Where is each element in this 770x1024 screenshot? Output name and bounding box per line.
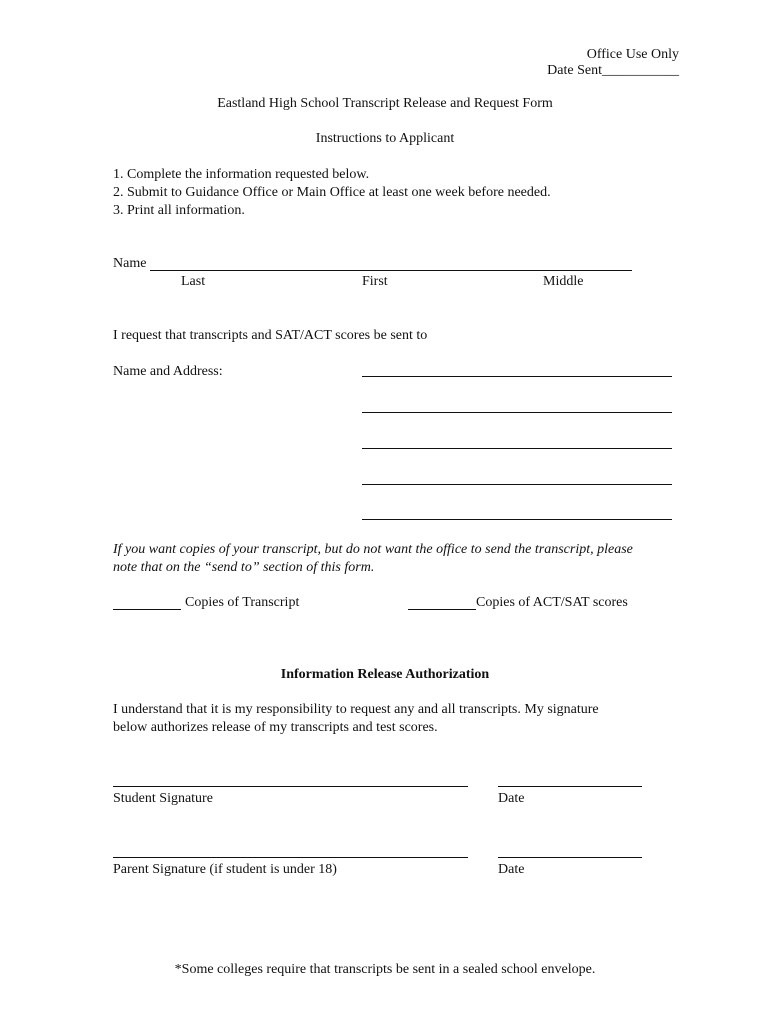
student-date-label: Date — [498, 791, 525, 806]
address-line-5[interactable] — [362, 519, 672, 520]
authorization-heading: Information Release Authorization — [280, 667, 490, 682]
authorization-line-1: I understand that it is my responsibility to request any and all transcripts. My signature — [113, 702, 599, 717]
copies-transcript-label: Copies of Transcript — [185, 595, 300, 610]
date-sent-label: Date Sent___________ — [547, 63, 679, 78]
address-line-3[interactable] — [362, 448, 672, 449]
parent-date-field[interactable] — [498, 857, 642, 858]
parent-date-label: Date — [498, 862, 525, 877]
copies-note-full — [0, 0, 1, 1]
copies-note-line-2: note that on the “send to” section of this form. — [113, 560, 375, 575]
name-field[interactable] — [150, 270, 632, 271]
address-line-2[interactable] — [362, 412, 672, 413]
instructions-heading: Instructions to Applicant — [315, 131, 455, 146]
copies-note-line-1: If you want copies of your transcript, but do not want the office to send the transcript, please — [113, 542, 633, 557]
footnote: *Some colleges require that transcripts be sent in a sealed school envelope. — [174, 962, 596, 977]
office-use-label: Office Use Only — [586, 47, 679, 62]
instructions-list — [113, 166, 551, 220]
request-text: I request that transcripts and SAT/ACT scores be sent to — [113, 328, 428, 343]
instruction-item: 2. Submit to Guidance Office or Main Office at least one week before needed. — [113, 185, 551, 200]
name-label: Name — [113, 256, 147, 271]
copies-act-sat-label: Copies of ACT/SAT scores — [476, 595, 628, 610]
student-signature-field[interactable] — [113, 786, 468, 787]
instruction-item: 3. Print all information. — [113, 203, 245, 218]
parent-signature-label: Parent Signature (if student is under 18) — [113, 862, 337, 877]
student-date-field[interactable] — [498, 786, 642, 787]
authorization-line-2: below authorizes release of my transcripts and test scores. — [113, 720, 438, 735]
address-line-1[interactable] — [362, 376, 672, 377]
copies-act-sat-field[interactable] — [408, 609, 476, 610]
parent-signature-field[interactable] — [113, 857, 468, 858]
copies-transcript-field[interactable] — [113, 609, 181, 610]
name-middle-caption: Middle — [543, 274, 584, 289]
address-label: Name and Address: — [113, 364, 223, 379]
name-first-caption: First — [362, 274, 388, 289]
name-last-caption: Last — [181, 274, 206, 289]
student-signature-label: Student Signature — [113, 791, 213, 806]
instruction-item: 1. Complete the information requested below. — [113, 167, 370, 182]
form-title: Eastland High School Transcript Release and Request Form — [217, 96, 553, 111]
address-line-4[interactable] — [362, 484, 672, 485]
